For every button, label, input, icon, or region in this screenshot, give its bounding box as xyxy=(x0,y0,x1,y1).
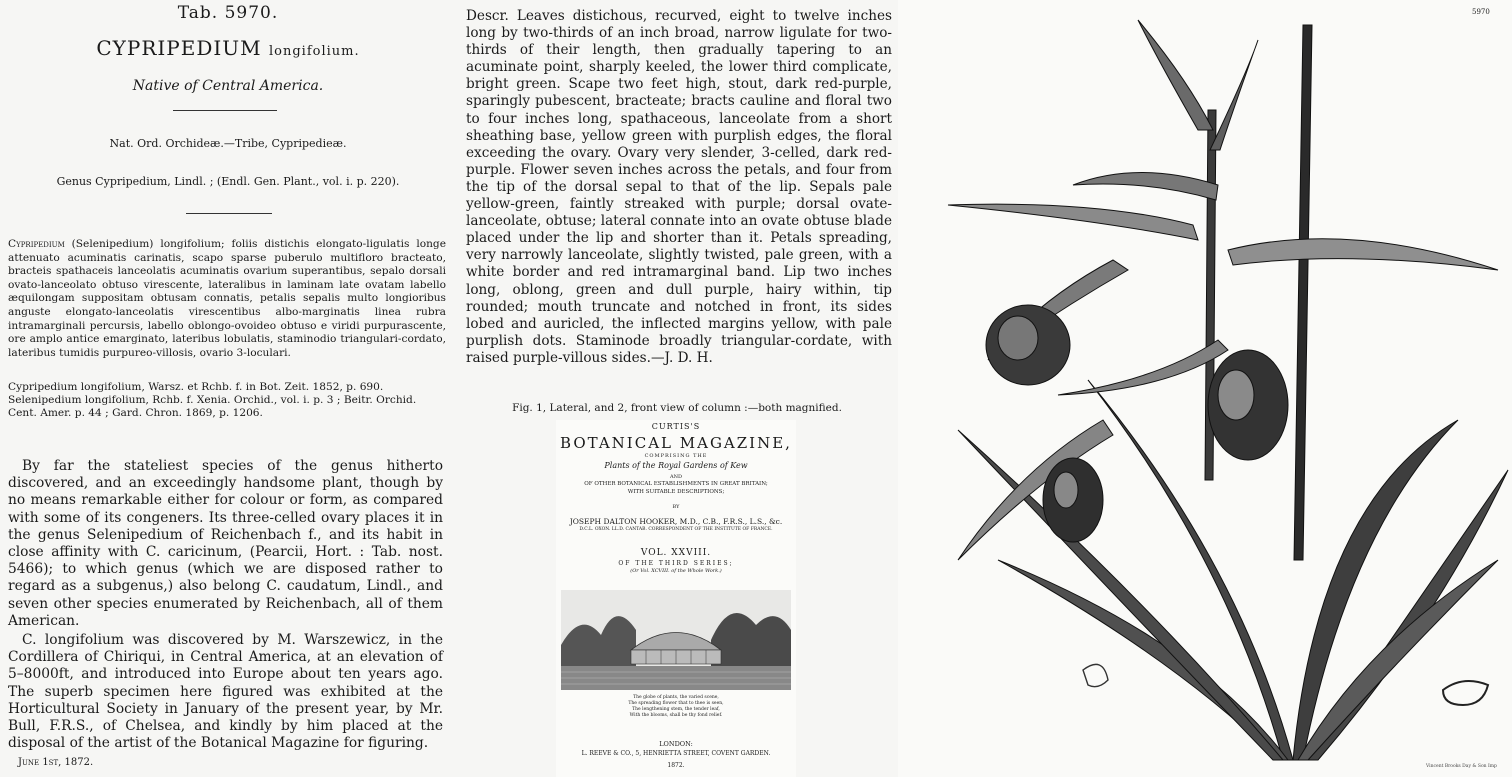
synonym-2: Selenipedium longifolium, Rchb. f. Xenia. Orchid., vol. i. p. 3 ; Beitr. Orchid. Cent. Amer. p. 44 ; Gard. Chron. 1869, p. 1206. xyxy=(8,394,417,420)
cover-series-sub: (Or Vol. XCVIII. of the Whole Work.) xyxy=(630,568,722,574)
latin-description xyxy=(8,238,446,360)
cover-plants-line: Plants of the Royal Gardens of Kew xyxy=(604,461,748,470)
latin-text: (Selenipedium) longifolium; foliis distichis elongato-ligulatis longe attenuato acuminatis carinatis, scapo sparse puberulo multifloro bracteato, bracteis spathaceis lanceolatis acuminatis ovarium superantibus, sepalo dorsali ovato-lanceolato obtuso virescente, lateralibus in laminam late ovatam labello æquilongam suppositam obtusam connatis, petalis sepalis multo longioribus anguste elongato-lanceolatis virescentibus albo-marginatis linea rubra intramarginali percursis, labello oblongo-ovoideo obtuso e viridi purpurascente, ore amplo antice emarginato, lateribus lobulatis, staminodio triangulari-cordato, lateribus tumidis purpureo-villosis, ovario 3-loculari. xyxy=(8,238,446,359)
synonyms xyxy=(8,381,448,421)
tab-number: Tab. 5970. xyxy=(177,3,279,23)
divider xyxy=(173,110,277,111)
description-paragraph: Descr. Leaves distichous, recurved, eight to twelve inches long by two-thirds of an inch broad, narrow ligulate for two-thirds of their length, then gradually tapering to an acuminate point, sharply keeled, the lower third complicate, bright green. Scape two feet high, stout, dark red-purple, sparingly pubescent, bracteate; bracts cauline and floral two to four inches long, spathaceous, lanceolate from a short sheathing base, yellow green with purplish edges, the floral exceeding the ovary. Ovary very slender, 3-celled, dark red-purple. Flower seven inches across the petals, and four from the tip of the dorsal sepal to that of the lip. Sepals pale yellow-green, faintly streaked with purple; dorsal ovate-lanceolate, obtuse; lateral connate into an ovate obtuse blade placed under the lip and shorter than it. Petals spreading, very narrowly lanceolate, slightly twisted, pale green, with a white border and red intramarginal band. Lip two inches long, oblong, green and dull purple, hairy within, tip rounded; mouth truncate and notched in front, its sides lobed and auricled, the inflected margins yellow, with pale purplish dots. Staminode broadly triangular-cordate, with raised purple-villous sides.—J. D. H. xyxy=(466,8,892,366)
cover-series: OF THE THIRD SERIES; xyxy=(618,560,734,567)
figure-caption: Fig. 1, Lateral, and 2, front view of column :—both magnified. xyxy=(512,402,842,414)
magazine-cover xyxy=(556,420,796,777)
natural-order: Nat. Ord. Orchideæ.—Tribe, Cypripedieæ. xyxy=(109,137,347,150)
botanical-plate xyxy=(898,0,1512,777)
middle-text-column xyxy=(456,0,898,777)
cover-engraving-image xyxy=(561,590,791,690)
cover-comprising: COMPRISING THE xyxy=(644,453,708,459)
species-title xyxy=(0,36,456,60)
discovery-paragraph: C. longifolium was discovered by M. Warszewicz, in the Cordillera of Chiriqui, in Central America, at an elevation of 5–8000ft, and introduced into Europe about ten years ago. The superb specimen here figured was exhibited at the Horticultural Society in January of the present year, by Mr. Bull, F.R.S., of Chelsea, and kindly by him placed at the disposal of the artist of the Botanical Magazine for figuring. xyxy=(8,632,443,752)
left-text-column xyxy=(0,0,456,777)
cover-other-line: OF OTHER BOTANICAL ESTABLISHMENTS IN GREAT BRITAIN; xyxy=(584,481,768,487)
plate-number: 5970 xyxy=(1472,8,1490,16)
cover-publisher: L. REEVE & CO., 5, HENRIETTA STREET, COVENT GARDEN. xyxy=(581,750,771,757)
synonym-1: Cypripedium longifolium, Warsz. et Rchb. f. in Bot. Zeit. 1852, p. 690. xyxy=(8,381,384,393)
genus-name: CYPRIPEDIUM xyxy=(96,36,262,60)
cover-by: BY xyxy=(672,504,680,510)
publication-date: June 1st, 1872. xyxy=(18,757,94,768)
species-epithet: longifolium. xyxy=(268,44,360,59)
cover-curtis: CURTIS'S xyxy=(651,422,701,431)
divider xyxy=(186,213,272,214)
genus-reference: Genus Cypripedium, Lindl. ; (Endl. Gen. Plant., vol. i. p. 220). xyxy=(56,175,400,188)
latin-lead: Cypripedium xyxy=(8,238,65,250)
cover-verse: The globe of plants, the varied scene, The spreading flower that to thee is seen, The lengthening stem, the tender leaf, With the blooms, shall be thy fond relief. xyxy=(628,695,724,718)
cover-and: AND xyxy=(670,474,682,480)
intro-paragraph: By far the stateliest species of the genus hitherto discovered, and an exceedingly handsome plant, though by no means remarkable either for colour or form, as compared with some of its congeners. Its three-celled ovary places it in the genus Selenipedium of Reichenbach f., and its habit in close affinity with C. caricinum, (Pearcii, Hort. : Tab. nost. 5466); to which genus (which we are disposed rather to regard as a subgenus,) also belong C. caudatum, Lindl., and seven other species enumerated by Reichenbach, all of them American. xyxy=(8,458,443,629)
cover-other-line-2: WITH SUITABLE DESCRIPTIONS; xyxy=(627,489,725,495)
cover-title: BOTANICAL MAGAZINE, xyxy=(560,434,792,452)
printer-credit: Vincent Brooks Day & Son Imp xyxy=(1426,764,1497,769)
orchid-illustration xyxy=(898,0,1512,777)
native-region: Native of Central America. xyxy=(132,78,324,94)
cover-author: JOSEPH DALTON HOOKER, M.D., C.B., F.R.S., L.S., &c. xyxy=(569,517,783,526)
cover-london: LONDON: xyxy=(659,740,693,748)
cover-author-sub: D.C.L. OXON. LL.D. CANTAB. CORRESPONDENT OF THE INSTITUTE OF FRANCE. xyxy=(579,527,773,532)
cover-year: 1872. xyxy=(667,762,685,769)
cover-volume: VOL. XXVIII. xyxy=(640,548,712,558)
